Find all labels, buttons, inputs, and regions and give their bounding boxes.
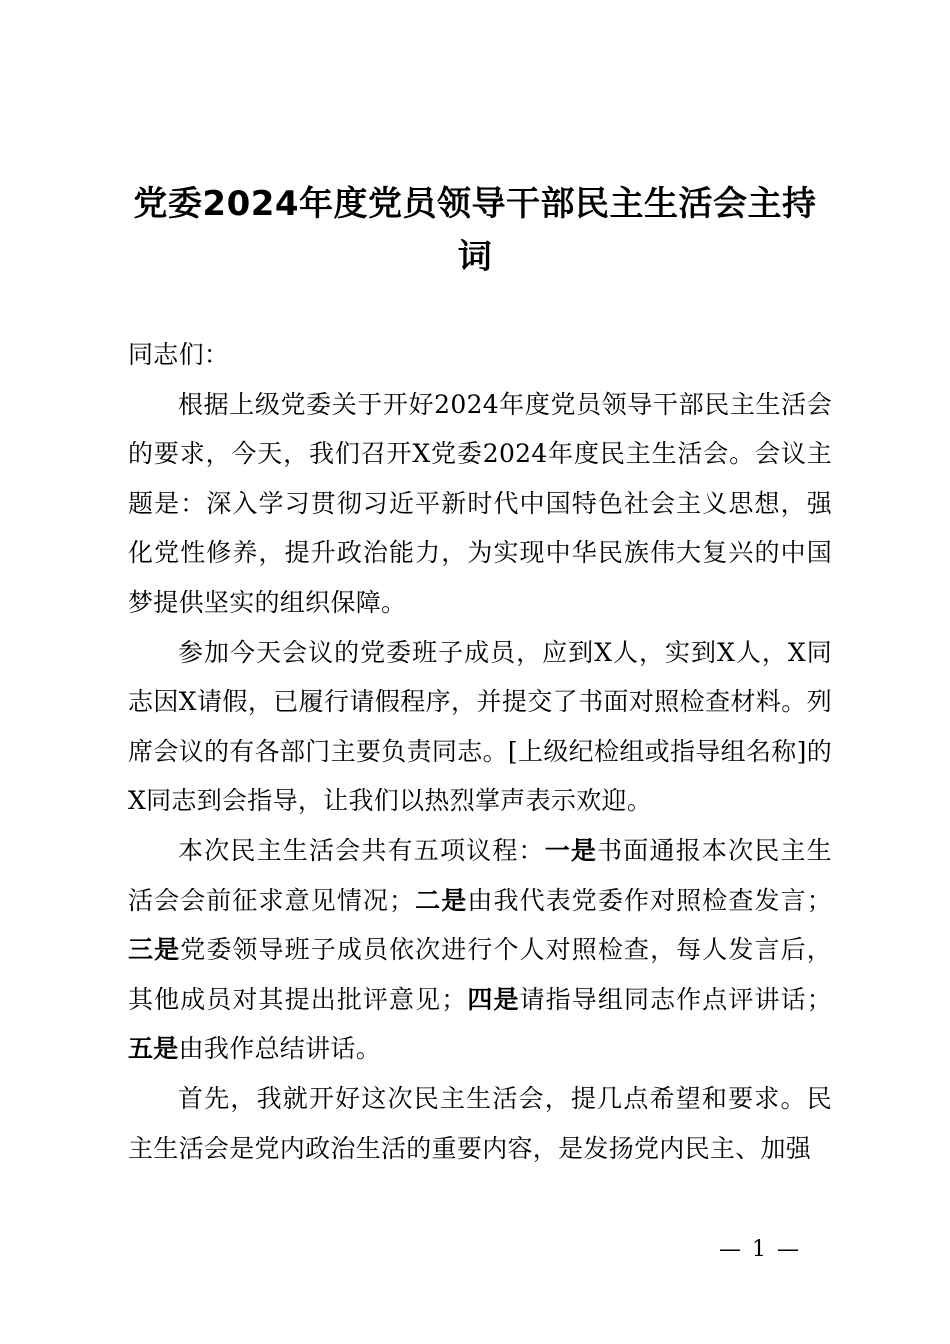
agenda-intro: 本次民主生活会共有五项议程： <box>178 835 545 865</box>
document-title-line-2: 词 <box>457 237 493 277</box>
page-number: — 1 — <box>719 1237 801 1262</box>
agenda-keyword-4: 四是 <box>466 984 520 1014</box>
document-title-line-1: 党委2024年度党员领导干部民主生活会主持 <box>133 184 817 224</box>
agenda-keyword-2: 二是 <box>414 885 468 915</box>
agenda-item-4: 请指导组同志作点评讲话； <box>519 984 832 1014</box>
salutation: 同志们： <box>128 340 230 369</box>
agenda-item-5: 由我作总结讲话。 <box>178 1034 382 1064</box>
agenda-keyword-3: 三是 <box>128 935 181 965</box>
document-title <box>120 178 830 284</box>
document-body <box>128 330 832 1173</box>
paragraph-requirements: 首先，我就开好这次民主生活会，提几点希望和要求。民主生活会是党内政治生活的重要内容，是发扬党内民主、加强 <box>128 1083 832 1163</box>
agenda-item-2: 由我代表党委作对照检查发言； <box>467 885 832 915</box>
agenda-item-1: 书面通报本次民主生活会会前征求意见情况； <box>128 835 832 915</box>
paragraph-meeting-purpose: 根据上级党委关于开好2024年度党员领导干部民主生活会的要求，今天，我们召开X党委2024年度民主生活会。会议主题是：深入学习贯彻习近平新时代中国特色社会主义思想，强化党性修养，提升政治能力，为实现中华民族伟大复兴的中国梦提供坚实的组织保障。 <box>128 389 832 617</box>
paragraph-agenda <box>128 826 832 1074</box>
agenda-keyword-5: 五是 <box>128 1034 179 1064</box>
agenda-keyword-1: 一是 <box>544 835 598 865</box>
paragraph-attendance: 参加今天会议的党委班子成员，应到X人，实到X人，X同志因X请假，已履行请假程序，并提交了书面对照检查材料。列席会议的有各部门主要负责同志。[上级纪检组或指导组名称]的X同志到会指导，让我们以热烈掌声表示欢迎。 <box>128 637 832 816</box>
agenda-item-3: 党委领导班子成员依次进行个人对照检查，每人发言后，其他成员对其提出批评意见； <box>128 935 832 1014</box>
